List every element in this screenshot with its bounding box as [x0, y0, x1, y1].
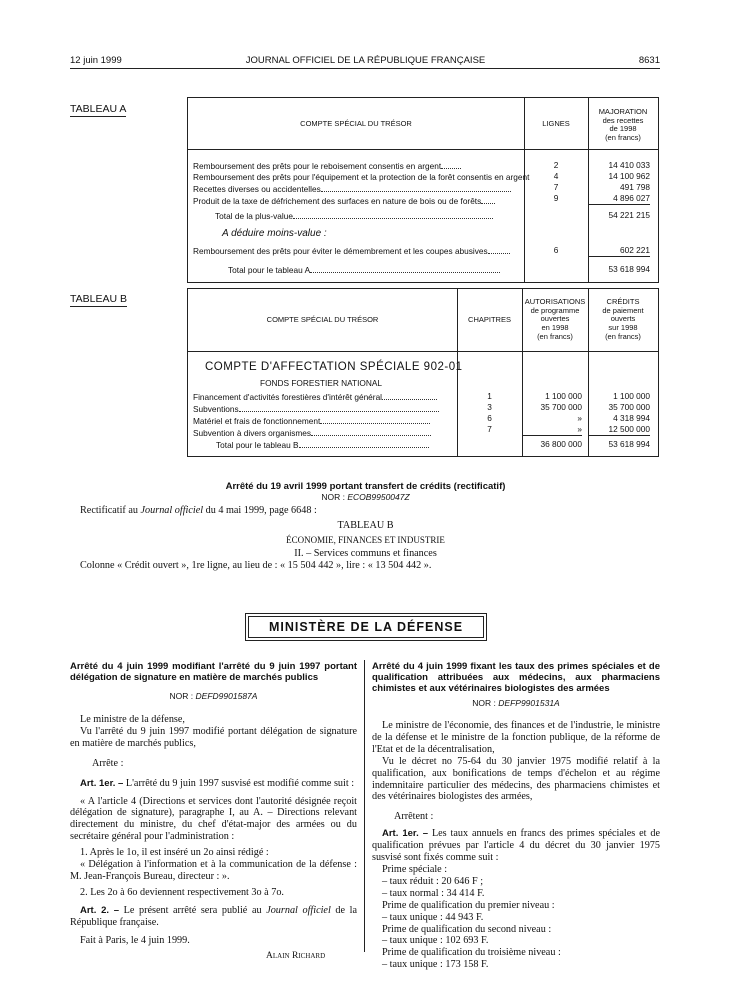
total-tableau-b: Total pour le tableau B — [216, 439, 454, 451]
table-row: Remboursement des prêts pour éviter le démembrement et les coupes abusives — [193, 245, 523, 257]
left-article: Arrêté du 4 juin 1999 modifiant l'arrêté du 9 juin 1997 portant délégation de signature en matière de marchés publics NOR : DEFD9901587A Le ministre de la défense, Vu l'arrêté du 9 juin 1997 modifié portant délégation de signature en matière de marchés publics, Arrête : Art. 1er. – L'arrêté du 9 juin 1997 susvisé est modifié comme suit : « A l'article 4 (Directions et services dont l'autorité désignée reçoit délégation de signature), paragraphe I, au A. – Directions relevant directement du ministre, du chef d'état-major des armées ou du secrétaire général pour l'administration : 1. Après le 1o, il est inséré un 2o ainsi rédigé : « Délégation à l'information et à la communication de la défense : M. Jean-François Bureau, directeur : ». 2. Les 2o à 6o deviennent respectivement 3o à 7o. Art. 2. – Le présent arrêté sera publié au Journal officiel de la République française. Fait à Paris, le 4 juin 1999. Alain Richard — [70, 661, 358, 961]
compte-affectation-subtitle: FONDS FORESTIER NATIONAL — [260, 378, 383, 388]
list-item: – taux unique : 173 158 F. — [382, 959, 489, 971]
prime-list — [372, 864, 660, 971]
list-item: Prime de qualification du second niveau : — [382, 923, 552, 935]
right-article-nor: NOR : DEFP9901531A — [472, 698, 560, 708]
rectificatif-line: Rectificatif au Journal officiel du 4 mai 1999, page 6648 : — [80, 505, 317, 516]
col-credits: CRÉDITS de paiement ouverts sur 1998 (en francs) — [602, 297, 644, 341]
table-row: Recettes diverses ou accidentelles — [193, 183, 523, 195]
left-article-title: Arrêté du 4 juin 1999 modifiant l'arrêté du 9 juin 1997 portant délégation de signature en matière de marchés publics — [70, 661, 357, 683]
table-row: Subventions — [193, 403, 455, 415]
list-item: Prime de qualification du premier niveau : — [382, 899, 555, 911]
tableau-b-label: TABLEAU B — [70, 293, 127, 305]
col-majoration: MAJORATION des recettes de 1998 (en francs) — [598, 107, 648, 142]
total-tableau-a: Total pour le tableau A — [228, 264, 520, 276]
right-article-title: Arrêté du 4 juin 1999 fixant les taux des primes spéciales et de qualification attribuées aux médecins, aux pharmaciens chimistes et aux vétérinaires biologistes des armées — [372, 661, 660, 694]
list-item: – taux unique : 44 943 F. — [382, 911, 484, 923]
list-item: – taux réduit : 20 646 F ; — [382, 875, 484, 887]
right-article: Arrêté du 4 juin 1999 fixant les taux des primes spéciales et de qualification attribuées aux médecins, aux pharmaciens chimistes et aux vétérinaires biologistes des armées NOR : DEFP9901531A Le ministre de l'économie, des finances et de l'industrie, le ministre de la défense et le ministre de la fonction publique, de la réforme de l'Etat et de la décentralisation, Vu le décret no 75-64 du 30 janvier 1975 modifié relatif à la qualification, aux bonifications de temps d'échelon et au régime indemnitaire particulier des médecins, des pharmaciens chimistes et des vétérinaires biologistes des armées, Arrêtent : Art. 1er. – Les taux annuels en francs des primes spéciales et de qualification prévues par l'article 4 du décret du 30 janvier 1975 susvisé sont fixés comme suit : Prime spéciale : – taux réduit : 20 646 F ; – taux normal : 34 414 F. Prime de qualification du premier niveau : – taux unique : 44 943 F. Prime de qualification du second niveau : – taux unique : 102 693 F. Prime de qualification du troisième niveau : – taux unique : 173 158 F. — [372, 661, 660, 971]
col-autorisations: AUTORISATIONS de programme ouvertes en 1998 (en francs) — [524, 297, 586, 341]
art-2: Art. 2. – Le présent arrêté sera publié au Journal officiel de la République française. — [70, 904, 358, 928]
tableau-a: COMPTE SPÉCIAL DU TRÉSOR LIGNES MAJORATION des recettes de 1998 (en francs) Remboursement des prêts pour le reboisement consentis en argent Remboursement des prêts pour l'équipement et la protection de la forêt consentis en argent Recettes diverses ou accidentelles Produit de la taxe de défrichement des surfaces en nature de bois ou de forêts 2 4 7 9 14 410 033 14 100 962 491 798 4 896 027 Total de la plus-value 54 221 215 A déduire moins-value : Remboursement des prêts pour éviter le démembrement et les coupes abusives 6 602 221 Total pour le tableau A 53 618 994 — [187, 97, 659, 283]
header-rule — [70, 68, 660, 69]
list-item: Prime spéciale : — [382, 863, 448, 875]
arrete-19-avril-nor: NOR : ECOB9950047Z — [321, 492, 410, 502]
art-1: Art. 1er. – L'arrêté du 9 juin 1997 susvisé est modifié comme suit : — [80, 777, 355, 789]
list-item: – taux normal : 34 414 F. — [382, 887, 485, 899]
table-row: Produit de la taxe de défrichement des surfaces en nature de bois ou de forêts — [193, 195, 523, 207]
table-row: Remboursement des prêts pour le reboisement consentis en argent — [193, 160, 523, 172]
arrete-19-avril-title: Arrêté du 19 avril 1999 portant transfert de crédits (rectificatif) — [225, 481, 506, 492]
table-row: Financement d'activités forestières d'intérêt général — [193, 391, 455, 403]
col-lignes: LIGNES — [542, 119, 570, 128]
art-1: Art. 1er. – Les taux annuels en francs des primes spéciales et de qualification prévues par l'article 4 du décret du 30 janvier 1975 susvisé sont fixés comme suit : — [372, 828, 660, 864]
tableau-b: COMPTE SPÉCIAL DU TRÉSOR CHAPITRES AUTORISATIONS de programme ouvertes en 1998 (en francs) CRÉDITS de paiement ouverts sur 1998 (en francs) COMPTE D'AFFECTATION SPÉCIALE 902-01 FONDS FORESTIER NATIONAL Financement d'activités forestières d'intérêt général Subventions Matériel et frais de fonctionnement Subvention à divers organismes 1 3 6 7 1 100 000 35 700 000 » » 1 100 000 35 700 000 4 318 994 12 500 000 Total pour le tableau B 36 800 000 53 618 994 — [187, 288, 659, 457]
tableau-a-label: TABLEAU A — [70, 103, 127, 115]
signature: Alain Richard — [266, 950, 326, 961]
table-row: Remboursement des prêts pour l'équipement et la protection de la forêt consentis en argent — [193, 172, 530, 182]
tableau-b-rows — [193, 391, 455, 439]
table-row: Matériel et frais de fonctionnement — [193, 415, 455, 427]
header-date: 12 juin 1999 — [70, 55, 122, 66]
tableau-a-rows — [193, 160, 530, 207]
table-row: Subvention à divers organismes — [193, 427, 455, 439]
list-item: – taux unique : 102 693 F. — [382, 935, 489, 947]
column-divider — [364, 660, 365, 952]
left-article-nor: NOR : DEFD9901587A — [169, 691, 258, 701]
compte-affectation-title: COMPTE D'AFFECTATION SPÉCIALE 902-01 — [205, 361, 463, 373]
header-page-number: 8631 — [638, 55, 660, 66]
col-chapitres: CHAPITRES — [468, 315, 511, 324]
ministry-banner: MINISTÈRE DE LA DÉFENSE — [245, 613, 487, 641]
col-compte-special: COMPTE SPÉCIAL DU TRÉSOR — [266, 315, 379, 324]
list-item: Prime de qualification du troisième niveau : — [382, 947, 561, 959]
rectificatif-section: ÉCONOMIE, FINANCES ET INDUSTRIE — [286, 535, 445, 545]
total-plus-value: Total de la plus-value — [215, 210, 520, 222]
col-compte-special: COMPTE SPÉCIAL DU TRÉSOR — [300, 119, 412, 128]
rectificatif-tableau: TABLEAU B — [337, 520, 394, 531]
a-deduire-heading: A déduire moins-value : — [222, 228, 327, 239]
header-journal: JOURNAL OFFICIEL DE LA RÉPUBLIQUE FRANÇAISE — [245, 55, 486, 66]
rectificatif-colonne: Colonne « Crédit ouvert », 1re ligne, au lieu de : « 15 504 442 », lire : « 13 504 442 ». — [80, 560, 432, 571]
rectificatif-subsection: II. – Services communs et finances — [294, 548, 437, 559]
